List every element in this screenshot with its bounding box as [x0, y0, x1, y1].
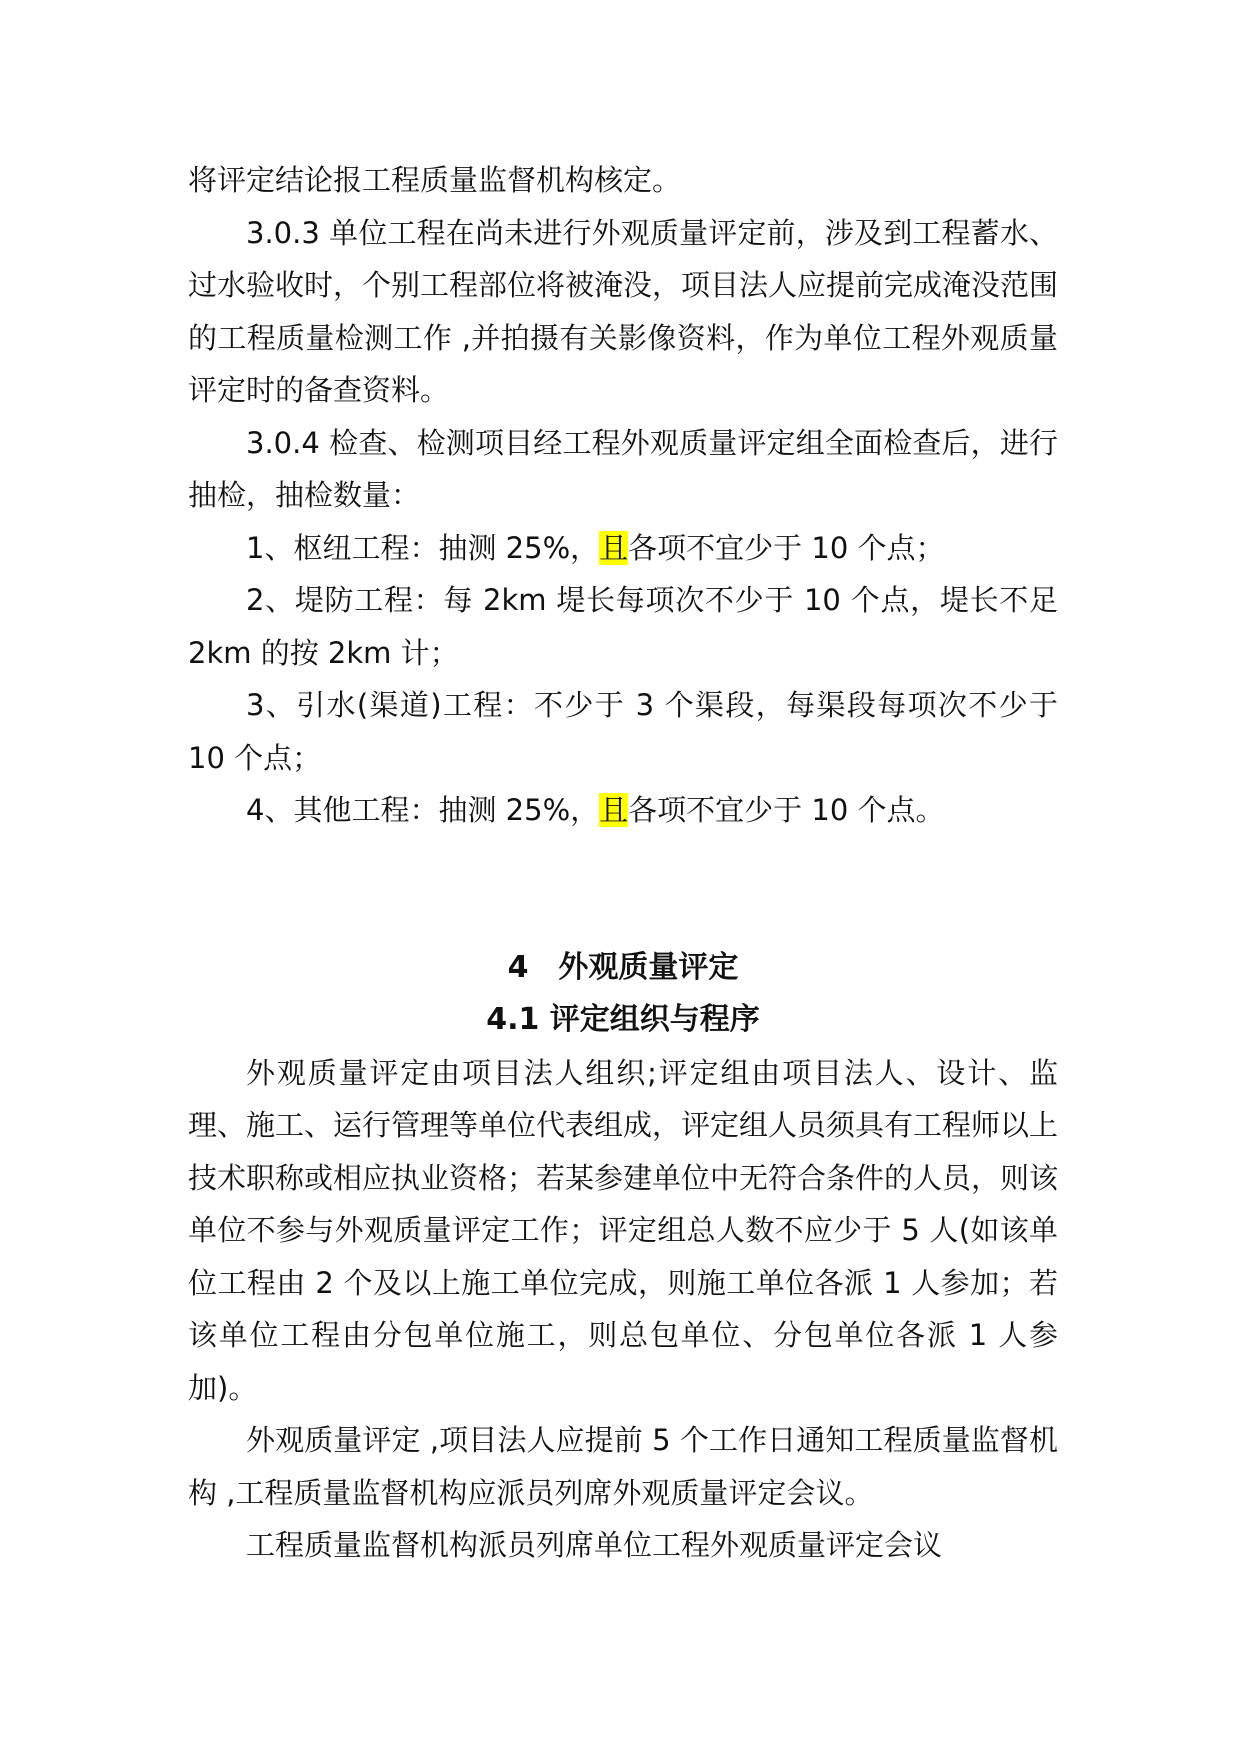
paragraph-p-item1	[188, 522, 1058, 575]
paragraph-text: 各项不宜少于 10 个点。	[628, 793, 945, 827]
paragraphs-bottom	[188, 1047, 1058, 1572]
document-body	[188, 154, 1058, 1572]
paragraph-text: 工程质量监督机构派员列席单位工程外观质量评定会议	[246, 1528, 943, 1562]
paragraph-p-item4	[188, 784, 1058, 837]
chapter-heading: 4 外观质量评定	[507, 949, 739, 985]
paragraph-p-41-a	[188, 1047, 1058, 1415]
section-gap	[188, 837, 1058, 942]
highlighted-text: 且	[599, 530, 629, 565]
paragraph-p-41-c	[188, 1519, 1058, 1572]
paragraph-text: 外观质量评定由项目法人组织;评定组由项目法人、设计、监理、施工、运行管理等单位代表组成，评定组人员须具有工程师以上技术职称或相应执业资格；若某参建单位中无符合条件的人员，则该单位不参与外观质量评定工作；评定组总人数不应少于 5 人(如该单位工程由 2 个及以上施工单位完成，则施工单位各派 1 人参加；若该单位工程由分包单位施工，则总包单位、分包单位各派 1 人参加)。	[188, 1055, 1059, 1405]
paragraph-text: 3.0.3 单位工程在尚未进行外观质量评定前，涉及到工程蓄水、过水验收时，个别工程部位将被淹没，项目法人应提前完成淹没范围的工程质量检测工作 ,并拍摄有关影像资料，作为单位工程外观质量评定时的备查资料。	[188, 215, 1059, 407]
paragraph-p-cont	[188, 154, 1058, 207]
paragraph-text: 3、引水(渠道)工程：不少于 3 个渠段，每渠段每项次不少于 10 个点；	[188, 688, 1058, 775]
paragraph-text: 各项不宜少于 10 个点；	[628, 530, 945, 565]
paragraph-text: 2、堤防工程：每 2km 堤长每项次不少于 10 个点，堤长不足 2km 的按 2km 计；	[188, 583, 1058, 670]
paragraph-text: 3.0.4 检查、检测项目经工程外观质量评定组全面检查后，进行抽检，抽检数量：	[188, 425, 1058, 512]
section-heading: 4.1 评定组织与程序	[486, 1002, 760, 1037]
paragraph-text: 将评定结论报工程质量监督机构核定。	[188, 163, 682, 197]
paragraph-text: 外观质量评定 ,项目法人应提前 5 个工作日通知工程质量监督机构 ,工程质量监督机构应派员列席外观质量评定会议。	[188, 1423, 1058, 1510]
paragraph-text: 1、枢纽工程：抽测 25%，	[246, 530, 600, 565]
highlighted-text: 且	[599, 793, 629, 827]
paragraph-p-item2	[188, 574, 1058, 679]
paragraph-p-item3	[188, 679, 1058, 784]
paragraph-text: 4、其他工程：抽测 25%，	[246, 793, 600, 827]
paragraph-p-304	[188, 417, 1058, 522]
paragraph-p-41-b	[188, 1414, 1058, 1519]
paragraph-p-303	[188, 207, 1058, 417]
paragraphs-top	[188, 154, 1058, 837]
